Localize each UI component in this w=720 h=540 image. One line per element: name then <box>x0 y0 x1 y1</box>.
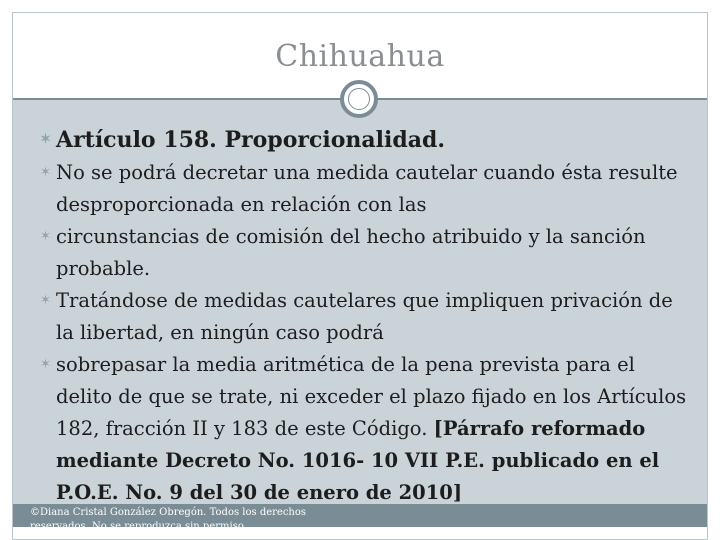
bullet-icon: ✶ <box>40 132 51 147</box>
paragraph-text: sobrepasar la media aritmética de la pena prevista para el delito de que se trate, ni exceder el plazo fijado en los Artículos 182, fracción II y 183 de este Código. <box>56 353 687 440</box>
slide-title: Chihuahua <box>275 39 445 74</box>
bullet-icon: ✶ <box>40 293 51 308</box>
paragraph-1 <box>42 157 692 221</box>
bullet-icon: ✶ <box>40 165 51 180</box>
paragraph-text: No se podrá decretar una medida cautelar cuando ésta resulte desproporcionada en relación con las <box>56 161 678 216</box>
heading-text: Artículo 158. Proporcionalidad. <box>56 127 446 153</box>
paragraph-text: Tratándose de medidas cautelares que impliquen privación de la libertad, en ningún caso podrá <box>56 289 673 344</box>
paragraph-4 <box>42 349 692 509</box>
paragraph-2 <box>42 221 692 285</box>
bullet-icon: ✶ <box>40 357 51 372</box>
reform-note: [Párrafo reformado mediante Decreto No. 1016- 10 VII P.E. publicado en el P.O.E. No. 9 del 30 de enero de 2010] <box>56 417 660 504</box>
paragraph-3 <box>42 285 692 349</box>
paragraph-text: circunstancias de comisión del hecho atribuido y la sanción probable. <box>56 225 646 280</box>
article-heading <box>42 124 692 156</box>
slide-body <box>42 124 692 509</box>
ring-ornament-icon <box>340 80 378 118</box>
bullet-icon: ✶ <box>40 229 51 244</box>
footer-copyright: ©Diana Cristal González Obregón. Todos los derechos reservados. No se reproduzca sin permiso. <box>30 507 307 532</box>
